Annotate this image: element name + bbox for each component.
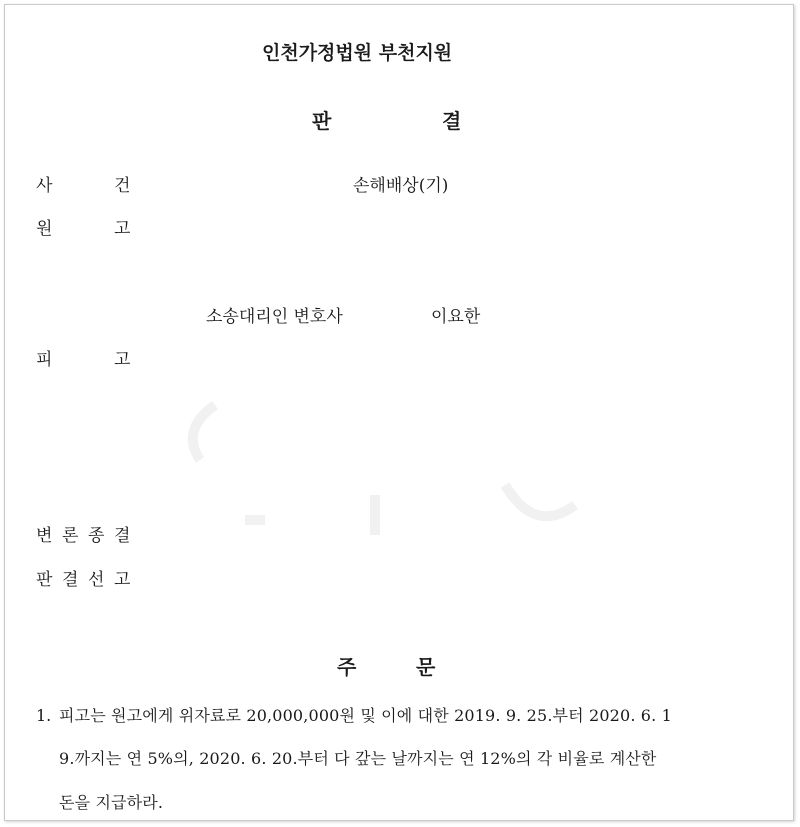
order-heading-char-1: 주 xyxy=(337,655,357,679)
document-page xyxy=(4,4,794,821)
plaintiff-label-1: 원 xyxy=(36,219,53,239)
case-label-2: 건 xyxy=(114,176,131,196)
counsel-role: 소송대리인 변호사 xyxy=(206,307,343,327)
case-value: 손해배상(기) xyxy=(353,176,449,196)
doc-type-char-1: 판 xyxy=(312,109,332,133)
order-item-line-2: 9.까지는 연 5%의, 2020. 6. 20.부터 다 갚는 날까지는 연 12%의 각 비율로 계산한 xyxy=(59,749,657,768)
judgment-pronounced-char-1: 판 xyxy=(36,570,53,590)
pleading-concluded-char-1: 변 xyxy=(36,526,53,546)
pleading-concluded-char-2: 론 xyxy=(62,526,79,546)
plaintiff-label-2: 고 xyxy=(114,219,131,239)
doc-type-char-2: 결 xyxy=(442,109,462,133)
order-item-number: 1. xyxy=(36,706,52,725)
pleading-concluded-char-4: 결 xyxy=(114,526,131,546)
order-item-line-1: 피고는 원고에게 위자료로 20,000,000원 및 이에 대한 2019. 9. 25.부터 2020. 6. 1 xyxy=(59,706,672,725)
court-name: 인천가정법원 부천지원 xyxy=(262,42,453,64)
judgment-pronounced-char-4: 고 xyxy=(114,570,131,590)
case-label-1: 사 xyxy=(36,176,53,196)
counsel-name: 이요한 xyxy=(431,307,481,327)
order-item-line-3: 돈을 지급하라. xyxy=(59,793,164,812)
order-heading-char-2: 문 xyxy=(416,655,436,679)
defendant-label-2: 고 xyxy=(114,350,131,370)
judgment-pronounced-char-3: 선 xyxy=(88,570,105,590)
watermark-logo xyxy=(175,385,595,535)
judgment-pronounced-char-2: 결 xyxy=(62,570,79,590)
defendant-label-1: 피 xyxy=(36,350,53,370)
pleading-concluded-char-3: 종 xyxy=(88,526,105,546)
